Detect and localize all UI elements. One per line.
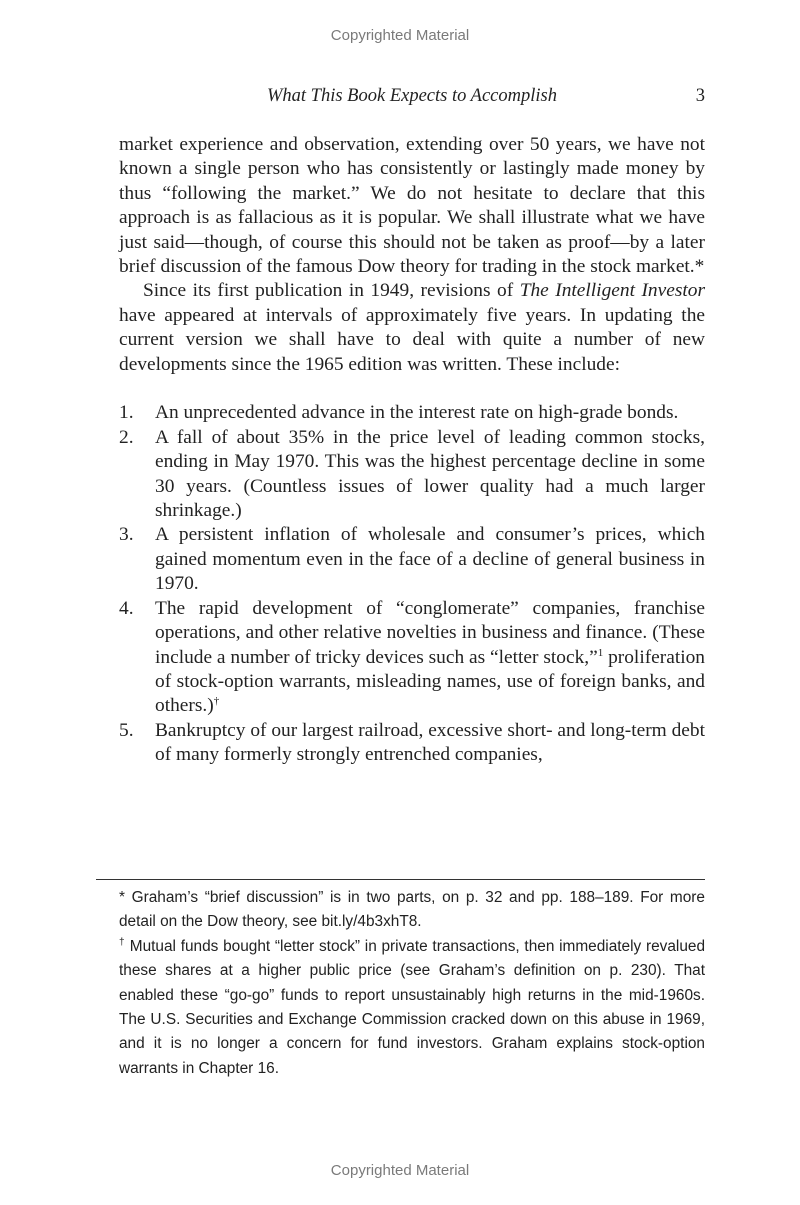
running-head [119,86,705,110]
developments-list [119,401,705,767]
footnote-dagger-text: Mutual funds bought “letter stock” in private transactions, then immediately revalued these shares at a higher public price (see Graham’s definition on p. 230). That enabled these “go-go” funds to report unsustainably high returns in the mid-1960s. The U.S. Securities and Exchange Commission cracked down on this abuse in 1969, and it is no longer a concern for fund investors. Graham explains stock-option warrants in Chapter 16. [119,937,706,1077]
book-title: The Intelligent Investor [519,280,705,302]
list-item-text: Bankruptcy of our largest railroad, excessive short- and long-term debt of many formerly strongly entrenched companies, [155,719,705,766]
body-text [119,133,705,768]
list-item [119,523,705,596]
page-number: 3 [695,86,705,106]
list-item-text: A persistent inflation of wholesale and consumer’s prices, which gained momentum even in the face of a decline of general business in 1970. [155,524,705,595]
paragraph-2-after: have appeared at intervals of approximately five years. In updating the current version we shall have to deal with quite a number of new developments since the 1965 edition was written. These include: [119,304,705,375]
footnotes [119,886,705,1081]
list-item-text: A fall of about 35% in the price level of leading common stocks, ending in May 1970. This was the highest percentage decline in some 30 years. (Countless issues of lower quality had a much larger shrinkage.) [155,426,705,522]
footnote-ref-1: 1 [597,646,604,659]
list-item [119,597,705,719]
footnote-dagger [119,935,705,1081]
list-item [119,401,705,425]
list-number: 2. [119,426,134,448]
paragraph-2 [119,279,705,377]
footnote-divider [96,879,705,880]
paragraph-1 [119,133,705,279]
footnote-asterisk: * Graham’s “brief discussion” is in two parts, on p. 32 and pp. 188–189. For more detail on the Dow theory, see bit.ly/4b3xhT8. [119,889,705,931]
copyright-watermark-top: Copyrighted Material [330,27,470,44]
list-number: 4. [119,597,134,619]
list-item [119,426,705,524]
footnote-ref-asterisk: * [694,256,705,278]
paragraph-1-text: market experience and observation, extending over 50 years, we have not known a single person who has consistently or lastingly made money by thus “following the market.” We do not hesitate to declare that this approach is as fallacious as it is popular. We shall illustrate what we have just said—though, of course this should not be taken as proof—by a later brief discussion of the famous Dow theory for trading in the stock market. [119,134,705,278]
paragraph-2-before: Since its first publication in 1949, revisions of [143,280,520,302]
copyright-watermark-bottom: Copyrighted Material [330,1162,470,1179]
footnote-ref-dagger: † [213,695,220,708]
list-item-text [155,597,705,719]
list-number: 3. [119,524,134,546]
list-item-text: An unprecedented advance in the interest rate on high-grade bonds. [155,402,679,424]
list-number: 1. [119,402,134,424]
list-number: 5. [119,719,134,741]
footnote-dagger-marker: † [119,936,126,948]
chapter-title: What This Book Expects to Accomplish [267,86,557,106]
list-item-text-part-a: The rapid development of “conglomerate” companies, franchise operations, and other relative novelties in business and finance. (These include a number of tricky devices such as “letter stock,” [155,597,705,668]
list-item-text-part-b: proliferation of stock-option warrants, misleading names, use of foreign banks, and others.) [155,646,705,717]
list-item [119,719,705,768]
